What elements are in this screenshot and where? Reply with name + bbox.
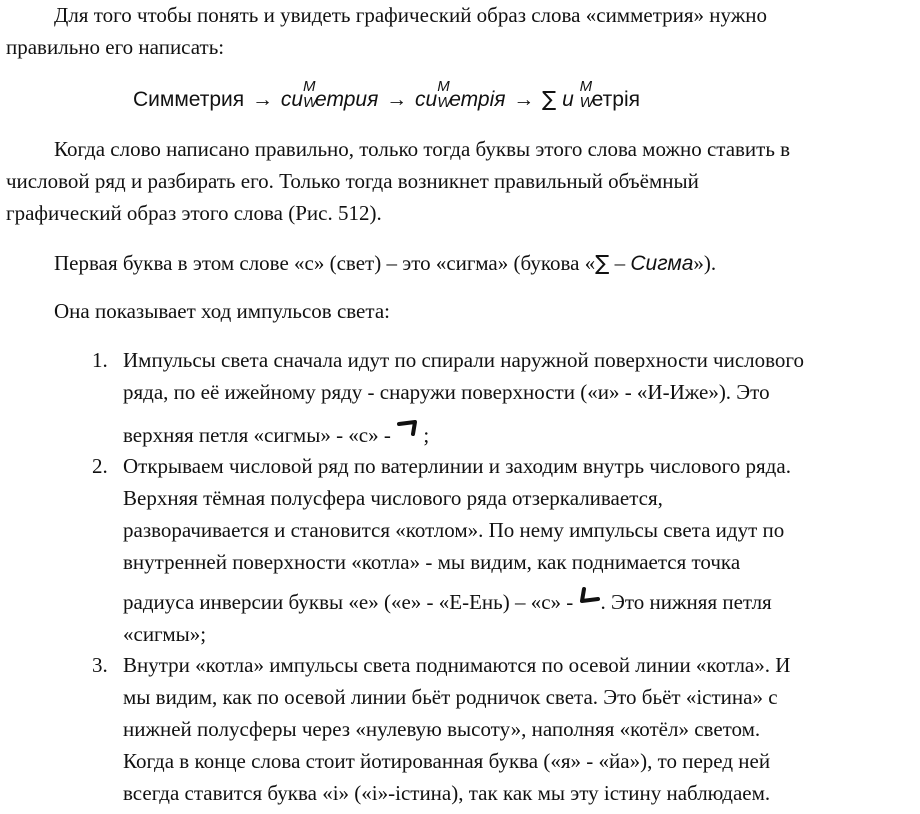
formula-m-w-stack-2: М W bbox=[437, 78, 452, 111]
paragraph-1-line-1: Для того чтобы понять и увидеть графический образ слова «симметрия» нужно bbox=[54, 3, 767, 27]
lower-loop-glyph-icon bbox=[579, 587, 601, 607]
arrow-icon: → bbox=[386, 88, 408, 111]
paragraph-2-line-1: Когда слово написано правильно, только тогда буквы этого слова можно ставить в bbox=[54, 137, 791, 161]
sigma-symbol: ∑ bbox=[595, 251, 610, 275]
paragraph-3 bbox=[54, 250, 716, 277]
arrow-icon: → bbox=[252, 88, 273, 111]
formula-m-w-stack: М W bbox=[303, 78, 318, 111]
list-item-3-line-3: нижней полусферы через «нулевую высоту», наполняя «котёл» светом. bbox=[123, 717, 761, 741]
paragraph-1-line-2: правильно его написать: bbox=[6, 35, 225, 59]
paragraph-4: Она показывает ход импульсов света: bbox=[54, 299, 390, 323]
formula-part-si: си bbox=[280, 88, 304, 111]
upper-loop-glyph-icon bbox=[396, 420, 418, 440]
formula-part-i: и bbox=[562, 88, 574, 111]
paragraph-2-line-2: числовой ряд и разбирать его. Только тогда возникнет правильный объёмный bbox=[6, 169, 699, 193]
list-item-3-line-1: Внутри «котла» импульсы света поднимаются по осевой линии «котла». И bbox=[123, 653, 791, 677]
formula-word-1: Симметрия bbox=[133, 88, 245, 111]
list-item-3-number: 3. bbox=[92, 653, 108, 677]
list-item-1-line-2: ряда, по её ижейному ряду - снаружи поверхности («и» - «И-Иже»). Это bbox=[123, 380, 770, 404]
arrow-icon: → bbox=[513, 88, 535, 111]
list-item-2-line-2: Верхняя тёмная полусфера числового ряда отзеркаливается, bbox=[123, 486, 663, 510]
paragraph-2-line-3: графический образ этого слова (Рис. 512). bbox=[6, 201, 382, 225]
formula-m-w-stack-3: М W bbox=[579, 78, 594, 111]
sigma-word: Сигма bbox=[630, 252, 694, 275]
sigma-symbol: ∑ bbox=[542, 87, 557, 111]
list-item-3-line-2: мы видим, как по осевой линии бьёт родничок света. Это бьёт «істина» с bbox=[123, 685, 778, 709]
list-item-1-line-3-end: ; bbox=[423, 423, 430, 447]
list-item-1-line-3-text: верхняя петля «сигмы» - «с» - bbox=[123, 423, 391, 447]
list-item-1-number: 1. bbox=[92, 348, 108, 372]
list-item-2-line-6: «сигмы»; bbox=[123, 622, 207, 646]
formula-part-si-2: си bbox=[415, 88, 438, 111]
list-item-2-line-4: внутренней поверхности «котла» - мы видим, как поднимается точка bbox=[123, 550, 741, 574]
paragraph-3-text: Первая буква в этом слове «с» (свет) – это «сигма» (букова « bbox=[54, 251, 596, 275]
list-item-2-line-5-end: . Это нижняя петля bbox=[600, 590, 772, 614]
paragraph-3-end: »). bbox=[693, 251, 717, 275]
list-item-3-line-5: всегда ставится буква «і» («і»-істина), так как мы эту істину наблюдаем. bbox=[123, 781, 771, 805]
list-item-3-line-4: Когда в конце слова стоит йотированная буква («я» - «йа»), то перед ней bbox=[123, 749, 771, 773]
list-item-1-line-1: Импульсы света сначала идут по спирали наружной поверхности числового bbox=[123, 348, 805, 372]
list-item-2-line-1: Открываем числовой ряд по ватерлинии и заходим внутрь числового ряда. bbox=[123, 454, 791, 478]
dash: – bbox=[609, 251, 631, 275]
list-item-2-line-5 bbox=[123, 589, 772, 615]
list-item-2-line-3: разворачивается и становится «котлом». По нему импульсы света идут по bbox=[123, 518, 785, 542]
list-item-1-line-3 bbox=[123, 422, 429, 448]
formula-part-etriya: етрия bbox=[315, 88, 379, 111]
formula-part-etriia: етрія bbox=[449, 88, 506, 111]
formula-part-etriia-plain: етрія bbox=[591, 88, 640, 111]
list-item-2-line-5-text: радиуса инверсии буквы «е» («е» - «Е-Ень) – «с» - bbox=[123, 590, 574, 614]
list-item-2-number: 2. bbox=[92, 454, 108, 478]
symmetry-formula bbox=[133, 78, 640, 115]
